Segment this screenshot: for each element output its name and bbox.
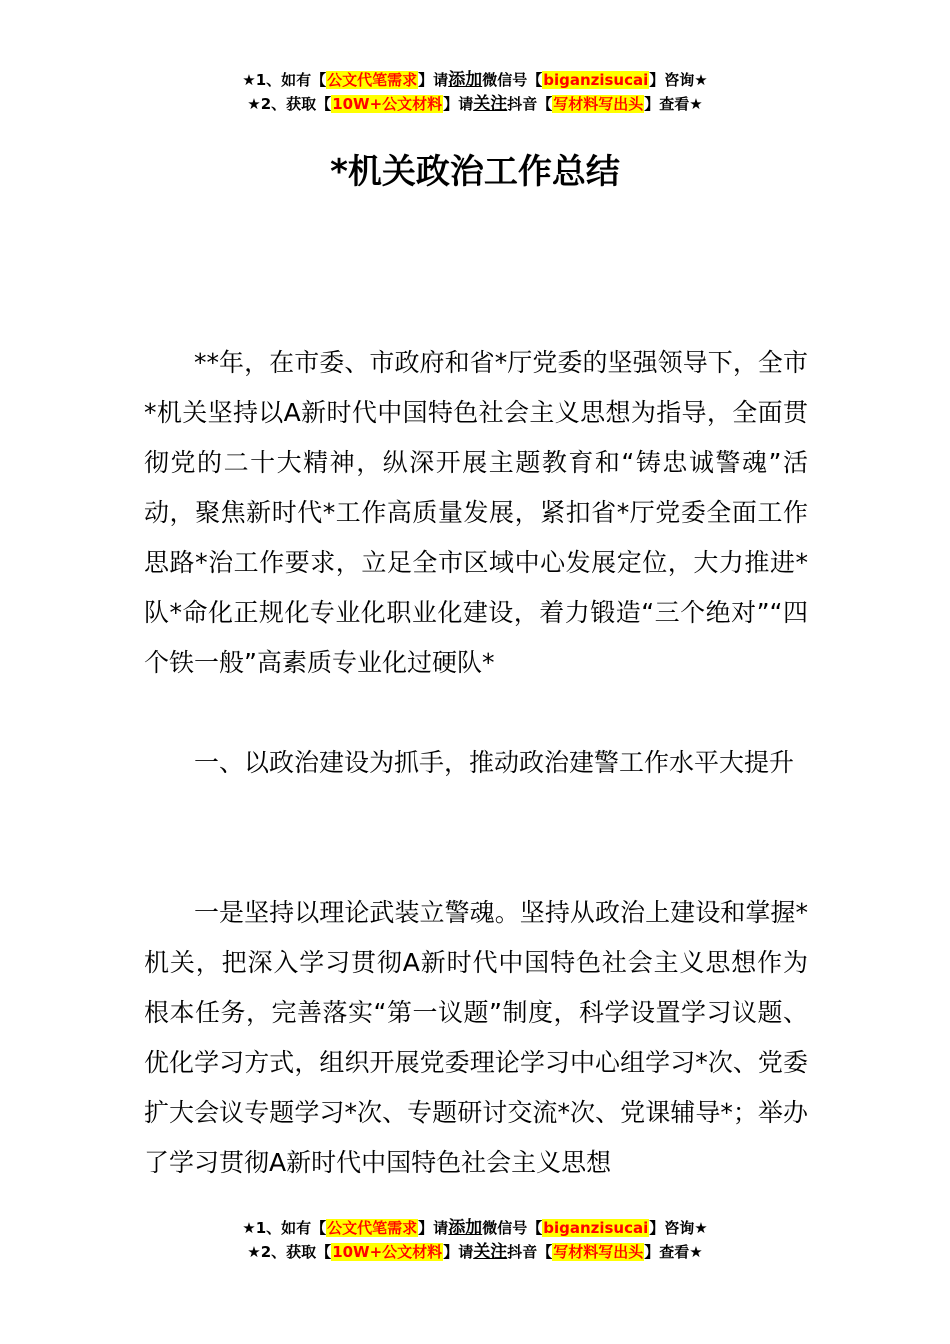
banner-line-1 — [0, 1216, 950, 1240]
banner-text: ★1、如有【 — [242, 1219, 327, 1237]
banner-text: ★2、获取【 — [247, 1243, 332, 1261]
highlight-service: 公文代笔需求 — [327, 71, 418, 89]
banner-line-2 — [0, 92, 950, 116]
footer-banner — [0, 1216, 950, 1264]
paragraph-text: **年，在市委、市政府和省*厅党委的坚强领导下，全市*机关坚持以A新时代中国特色社会主义思想为指导，全面贯彻党的二十大精神，纵深开展主题教育和“铸忠诚警魂”活动，聚焦新时代*工作高质量发展，紧扣省*厅党委全面工作思路*治工作要求，立足全市区域中心发展定位，大力推进*队*命化正规化专业化职业化建设，着力锻造“三个绝对”“四个铁一般”高素质专业化过硬队* — [144, 348, 808, 677]
banner-line-2 — [0, 1240, 950, 1264]
section-heading — [144, 738, 808, 788]
header-banner — [0, 68, 950, 116]
paragraph-theory — [144, 888, 808, 1188]
banner-text: 】请 — [443, 95, 474, 113]
heading-text: 一、以政治建设为抓手，推动政治建警工作水平大提升 — [194, 748, 795, 777]
banner-text: 抖音【 — [507, 1243, 553, 1261]
banner-text: 】查看★ — [644, 1243, 703, 1261]
banner-text: 】请 — [418, 1219, 449, 1237]
banner-text: ★1、如有【 — [242, 71, 327, 89]
highlight-materials: 10W+公文材料 — [332, 1243, 443, 1261]
banner-text: 】请 — [443, 1243, 474, 1261]
banner-text: 】请 — [418, 71, 449, 89]
banner-text: 】咨询★ — [649, 1219, 708, 1237]
banner-emphasis: 添加 — [448, 70, 483, 90]
banner-text: 微信号【 — [482, 1219, 543, 1237]
banner-text: 微信号【 — [482, 71, 543, 89]
highlight-wechat-id: biganzisucai — [543, 1219, 649, 1237]
banner-text: 】咨询★ — [649, 71, 708, 89]
highlight-materials: 10W+公文材料 — [332, 95, 443, 113]
highlight-douyin: 写材料写出头 — [553, 1243, 644, 1261]
highlight-wechat-id: biganzisucai — [543, 71, 649, 89]
paragraph-text: 一是坚持以理论武装立警魂。坚持从政治上建设和掌握*机关，把深入学习贯彻A新时代中国特色社会主义思想作为根本任务，完善落实“第一议题”制度，科学设置学习议题、优化学习方式，组织开展党委理论学习中心组学习*次、党委扩大会议专题学习*次、专题研讨交流*次、党课辅导*；举办了学习贯彻A新时代中国特色社会主义思想 — [144, 898, 808, 1177]
highlight-service: 公文代笔需求 — [327, 1219, 418, 1237]
banner-text: 】查看★ — [644, 95, 703, 113]
banner-text: 抖音【 — [507, 95, 553, 113]
banner-text: ★2、获取【 — [247, 95, 332, 113]
paragraph-intro — [144, 338, 808, 688]
banner-line-1 — [0, 68, 950, 92]
banner-emphasis: 添加 — [448, 1218, 483, 1238]
banner-emphasis: 关注 — [473, 1242, 508, 1262]
banner-emphasis: 关注 — [473, 94, 508, 114]
highlight-douyin: 写材料写出头 — [553, 95, 644, 113]
document-title: *机关政治工作总结 — [330, 152, 620, 192]
